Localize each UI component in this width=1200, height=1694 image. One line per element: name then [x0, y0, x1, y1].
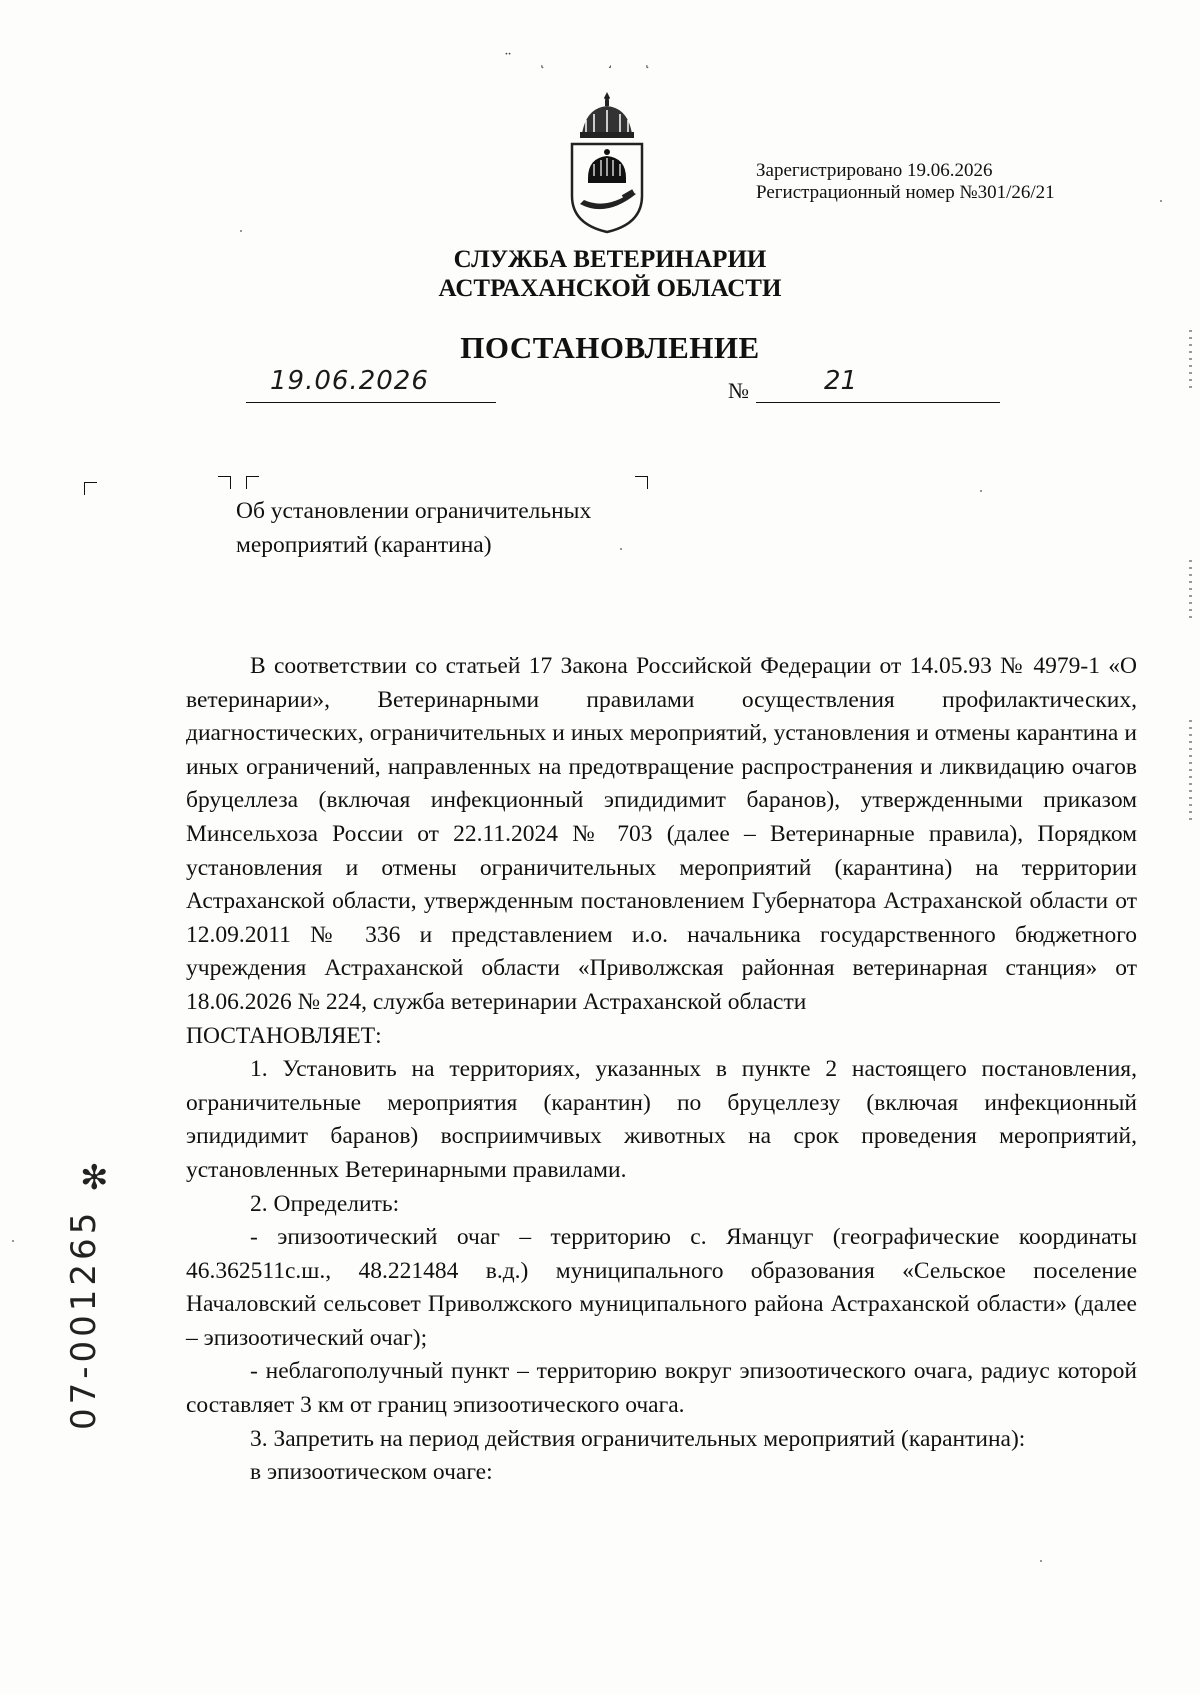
document-type-title: ПОСТАНОВЛЕНИЕ [460, 330, 760, 365]
top-marks: ̈ ͅ ͵ ͅ [508, 48, 678, 68]
margin-stamp-number: 07-001265 [64, 1208, 104, 1430]
scan-speck [240, 230, 242, 232]
subject-corner-mark [635, 476, 648, 489]
scan-edge-artifact [1189, 560, 1192, 620]
resolves-heading: ПОСТАНОВЛЯЕТ: [186, 1022, 382, 1049]
margin-star-symbol: ✻ [80, 1160, 109, 1197]
document-number-handwritten: 21 [824, 366, 858, 396]
item-3a-paragraph: в эпизоотическом очаге: [250, 1459, 493, 1486]
organization-line-1: СЛУЖБА ВЕТЕРИНАРИИ [453, 246, 767, 273]
item-1-paragraph: 1. Установить на территориях, указанных в пункте 2 настоящего постановления, ограничительные мероприятия (карантин) по бруцеллезу (включая инфекционный эпидидимит баранов) восприимчивых животных на срок проведения мероприятий, установленных Ветеринарными правилами. [186, 1056, 1137, 1183]
subject-line-1: Об установлении ограничительных [236, 498, 592, 524]
preamble-paragraph: В соответствии со статьей 17 Закона Российской Федерации от 14.05.93 № 4979-1 «О ветеринарии», Ветеринарными правилами осуществления профилактических, диагностических, ограничительных и иных мероприятий, установления и отмены карантина и иных ограничений, направленных на предотвращение распространения и ликвидацию очагов бруцеллеза (включая инфекционный эпидидимит баранов), утвержденными приказом Минсельхоза России от 22.11.2024 № 703 (далее – Ветеринарные правила), Порядком установления и отмены ограничительных мероприятий (карантина) на территории Астраханской области, утвержденным постановлением Губернатора Астраханской области от 12.09.2011 № 336 и представлением и.о. начальника государственного бюджетного учреждения Астраханской области «Приволжская районная ветеринарная станция» от 18.06.2026 № 224, служба ветеринарии Астраханской области [186, 653, 1137, 1015]
document-body [186, 650, 1137, 1490]
scan-edge-artifact [1189, 330, 1192, 390]
coat-of-arms-emblem [566, 86, 648, 236]
number-label: № [728, 378, 749, 403]
scan-speck [620, 548, 622, 550]
document-date-handwritten: 19.06.2026 [270, 366, 429, 396]
registration-stamp [756, 160, 1055, 204]
organization-name [330, 245, 890, 303]
registration-number: Регистрационный номер №301/26/21 [756, 182, 1055, 203]
organization-line-2: АСТРАХАНСКОЙ ОБЛАСТИ [438, 275, 782, 302]
margin-corner-mark [84, 482, 97, 495]
subject-corner-mark [246, 476, 259, 489]
scan-speck [1160, 200, 1162, 202]
item-2a-paragraph: - эпизоотический очаг – территорию с. Яманцуг (географические координаты 46.362511с.ш., 48.221484 в.д.) муниципального образования «Сельское поселение Началовский сельсовет Приволжского муниципального района Астраханской области» (далее – эпизоотический очаг); [186, 1224, 1137, 1351]
item-2-heading: 2. Определить: [250, 1190, 400, 1217]
item-3-paragraph: 3. Запретить на период действия ограничительных мероприятий (карантина): [250, 1425, 1026, 1452]
subject-line-2: мероприятий (карантина) [236, 532, 492, 558]
registration-date: Зарегистрировано 19.06.2026 [756, 160, 993, 181]
scan-edge-artifact [1189, 720, 1192, 820]
subject-corner-mark [218, 476, 231, 489]
scan-speck [980, 490, 982, 492]
document-subject [236, 494, 591, 562]
item-2b-paragraph: - неблагополучный пункт – территорию вокруг эпизоотического очага, радиус которой составляет 3 км от границ эпизоотического очага. [186, 1358, 1137, 1419]
scan-speck [1040, 1560, 1042, 1562]
number-underline [756, 372, 1000, 403]
scan-speck [12, 1240, 14, 1242]
